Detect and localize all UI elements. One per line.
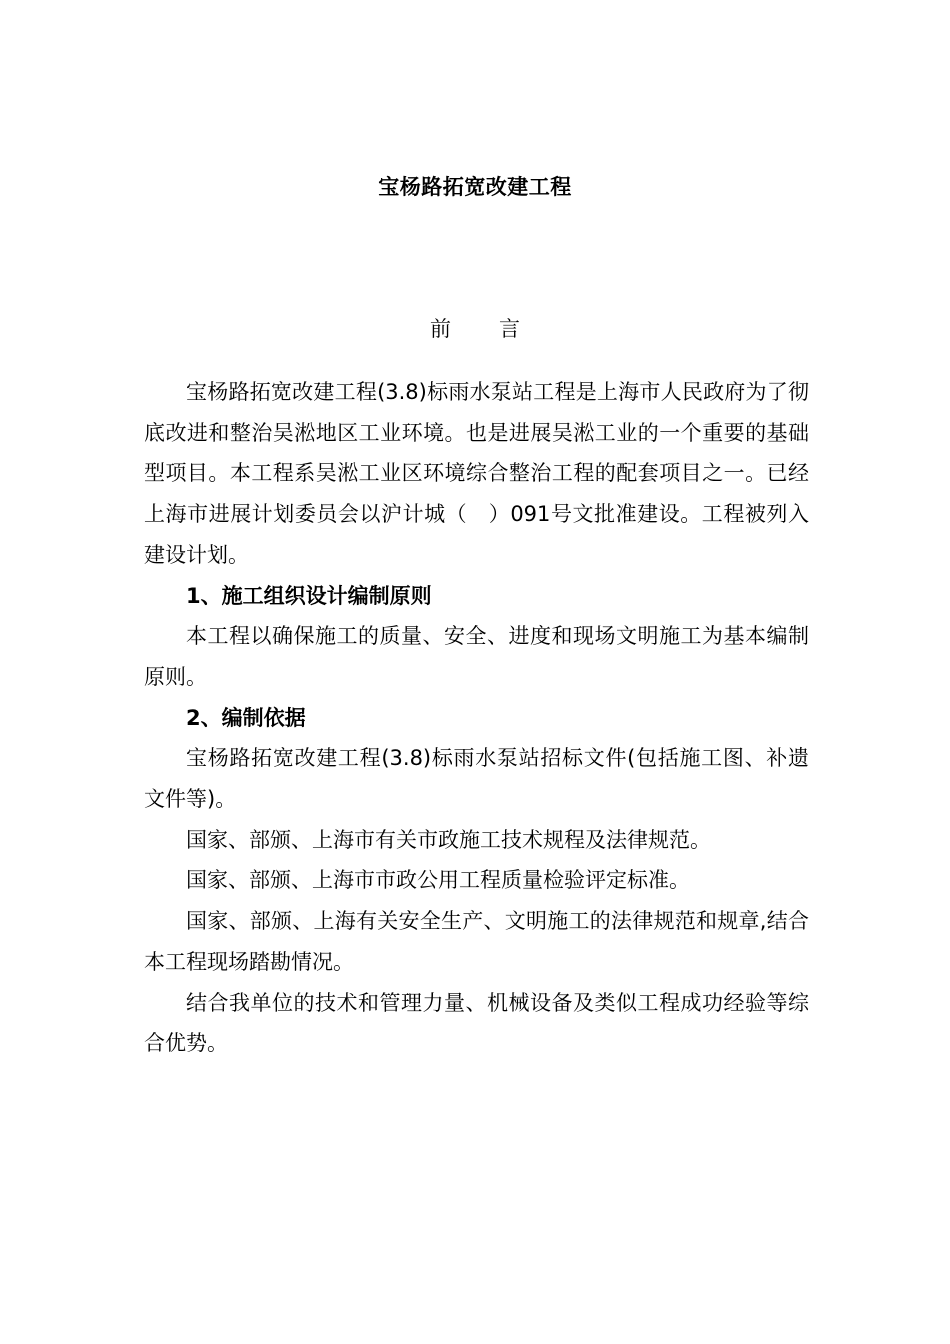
basis-paragraph-tender: 宝杨路拓宽改建工程(3.8)标雨水泵站招标文件(包括施工图、补遗文件等)。	[144, 746, 809, 812]
basis-paragraph-capability: 结合我单位的技术和管理力量、机械设备及类似工程成功经验等综合优势。	[144, 990, 809, 1056]
document-title: 宝杨路拓宽改建工程	[378, 175, 572, 199]
basis-paragraph-regulations: 国家、部颁、上海市有关市政施工技术规程及法律规范。	[186, 827, 711, 852]
preface-heading: 前言	[430, 317, 568, 341]
section-heading-principles: 1、施工组织设计编制原则	[186, 583, 432, 608]
document-body	[144, 372, 809, 1064]
basis-paragraph-standards: 国家、部颁、上海市市政公用工程质量检验评定标准。	[186, 868, 690, 893]
basis-paragraph-safety: 国家、部颁、上海有关安全生产、文明施工的法律规范和规章,结合本工程现场踏勘情况。	[144, 909, 809, 974]
intro-paragraph: 宝杨路拓宽改建工程(3.8)标雨水泵站工程是上海市人民政府为了彻底改进和整治吴淞地区工业环境。也是进展吴淞工业的一个重要的基础型项目。本工程系吴淞工业区环境综合整治工程的配套项目之一。已经上海市进展计划委员会以沪计城（ ）091号文批准建设。工程被列入 建设计划。	[144, 380, 809, 567]
section-heading-basis: 2、编制依据	[186, 705, 306, 730]
principles-paragraph: 本工程以确保施工的质量、安全、进度和现场文明施工为基本编制原则。	[144, 624, 809, 689]
